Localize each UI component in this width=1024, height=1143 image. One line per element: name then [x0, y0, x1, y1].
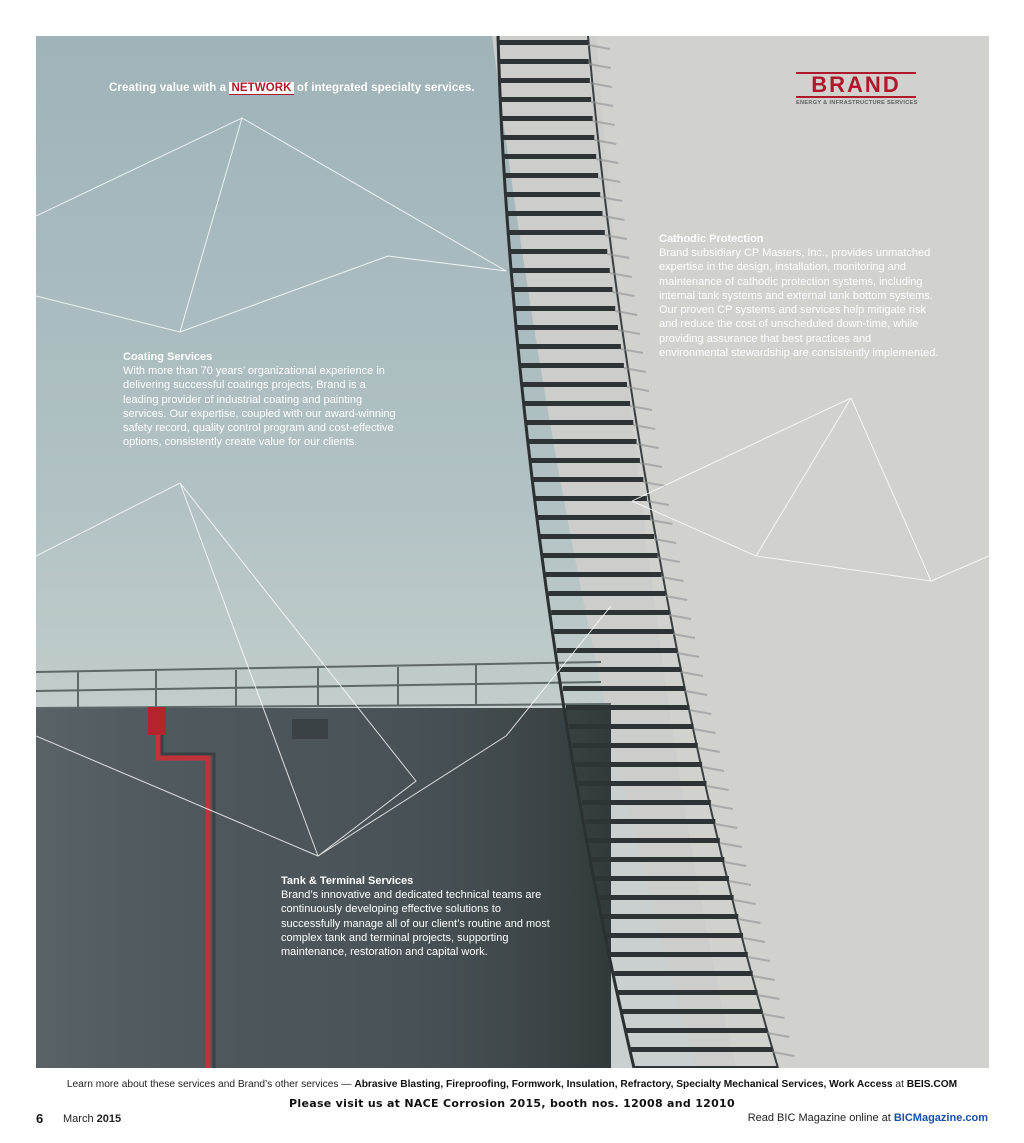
- stair-tread: [630, 1047, 773, 1052]
- stair-tread: [506, 211, 603, 216]
- headline-tail: of integrated specialty services.: [296, 82, 475, 94]
- stair-tread: [528, 439, 636, 444]
- service-body: Brand subsidiary CP Masters, Inc., provides unmatched expertise in the design, installation, monitoring and maintenance of cathodic protection systems, including internal tank systems and external tank bottom systems. Our proven CP systems and services help mitigate risk and reduce the cost of unscheduled down-time, while providing assurance that best practices and environmental stewardship are consistently implemented.: [659, 247, 939, 360]
- stair-tread: [531, 458, 640, 463]
- page-number: 6: [36, 1111, 44, 1126]
- stair-tread: [560, 667, 681, 672]
- roof-railing: [36, 662, 611, 708]
- stair-tread: [533, 477, 643, 482]
- stair-tread: [589, 838, 720, 843]
- stair-tread: [610, 952, 747, 957]
- stair-tread: [596, 876, 729, 881]
- headline: [109, 82, 475, 94]
- service-body: With more than 70 years’ organizational experience in delivering successful coatings projects, Brand is a leading provider of industrial coating and painting services. Our expertise, coupled with our award-winning safety record, quality control program and cost-effective options, consistently create value for our clients.: [123, 365, 396, 449]
- stair-tread: [603, 914, 738, 919]
- service-cathodic: [659, 232, 941, 360]
- stair-tread: [548, 591, 665, 596]
- stair-tread: [607, 933, 743, 938]
- network-highlight: NETWORK: [231, 82, 292, 94]
- learn-more-line: [0, 1079, 1024, 1090]
- headline-lead: Creating value with a: [109, 82, 227, 94]
- stair-tread: [599, 895, 733, 900]
- stair-tread: [585, 819, 715, 824]
- brand-logo: [796, 72, 916, 106]
- service-body: Brand’s innovative and dedicated technical teams are continuously developing effective solutions to successfully manage all of our client’s routine and most complex tank and terminal projects, supporting maintenance, restoration and capital work.: [281, 889, 550, 959]
- stair-tread: [498, 40, 588, 45]
- stair-tread: [522, 382, 627, 387]
- stair-tread: [514, 306, 615, 311]
- advertisement: [36, 36, 989, 1068]
- issue-year: 2015: [96, 1113, 122, 1125]
- stair-tread: [554, 629, 673, 634]
- stair-tread: [575, 762, 702, 767]
- issue-date: [63, 1113, 121, 1125]
- brand-wordmark: BRAND: [796, 72, 916, 98]
- stair-tread: [543, 553, 658, 558]
- stair-tread: [518, 344, 621, 349]
- stair-tread: [622, 1009, 763, 1014]
- stair-tread: [582, 800, 711, 805]
- stair-tread: [572, 743, 698, 748]
- service-title: Tank & Terminal Services: [281, 875, 414, 887]
- stair-tread: [634, 1066, 778, 1068]
- stair-tread: [540, 534, 654, 539]
- service-tank-terminal: [281, 874, 551, 959]
- brand-subtitle: ENERGY & INFRASTRUCTURE SERVICES: [796, 100, 918, 106]
- stair-tread: [499, 97, 591, 102]
- stair-tread: [535, 496, 647, 501]
- services-list: Abrasive Blasting, Fireproofing, Formwork, Insulation, Refractory, Specialty Mechanical Services, Work Access: [354, 1079, 893, 1090]
- stair-tread: [507, 230, 604, 235]
- stair-tread: [546, 572, 662, 577]
- stair-tread: [563, 686, 685, 691]
- stair-tread: [524, 401, 630, 406]
- stair-tread: [592, 857, 724, 862]
- stair-tread: [498, 59, 588, 64]
- stair-tread: [510, 268, 609, 273]
- stair-tread: [538, 515, 651, 520]
- stair-tread: [512, 287, 612, 292]
- issue-month: March: [63, 1113, 94, 1125]
- stair-tread: [520, 363, 624, 368]
- website-link[interactable]: BEIS.COM: [906, 1079, 958, 1090]
- learn-more-prefix: Learn more about these services and Brand’s other services —: [66, 1079, 352, 1090]
- stair-tread: [509, 249, 607, 254]
- read-online: [748, 1112, 988, 1124]
- read-online-prefix: Read BIC Magazine online at: [747, 1112, 891, 1124]
- nace-notice: Please visit us at NACE Corrosion 2015, booth nos. 12008 and 12010: [289, 1097, 735, 1110]
- stair-tread: [618, 990, 758, 995]
- stair-tread: [501, 135, 594, 140]
- stair-tread: [499, 78, 590, 83]
- stair-tread: [502, 154, 596, 159]
- magazine-link[interactable]: BICMagazine.com: [893, 1112, 988, 1124]
- stair-tread: [500, 116, 592, 121]
- stair-tread: [626, 1028, 768, 1033]
- service-title: Cathodic Protection: [659, 233, 764, 245]
- at-word: at: [895, 1079, 904, 1090]
- stair-tread: [614, 971, 753, 976]
- stair-tread: [566, 705, 689, 710]
- stair-tread: [526, 420, 633, 425]
- stair-tread: [579, 781, 707, 786]
- service-title: Coating Services: [123, 351, 213, 363]
- stair-tread: [516, 325, 618, 330]
- stair-tread: [503, 173, 598, 178]
- stair-tread: [505, 192, 601, 197]
- stair-tread: [551, 610, 669, 615]
- stair-tread: [569, 724, 693, 729]
- service-coating: [123, 350, 401, 450]
